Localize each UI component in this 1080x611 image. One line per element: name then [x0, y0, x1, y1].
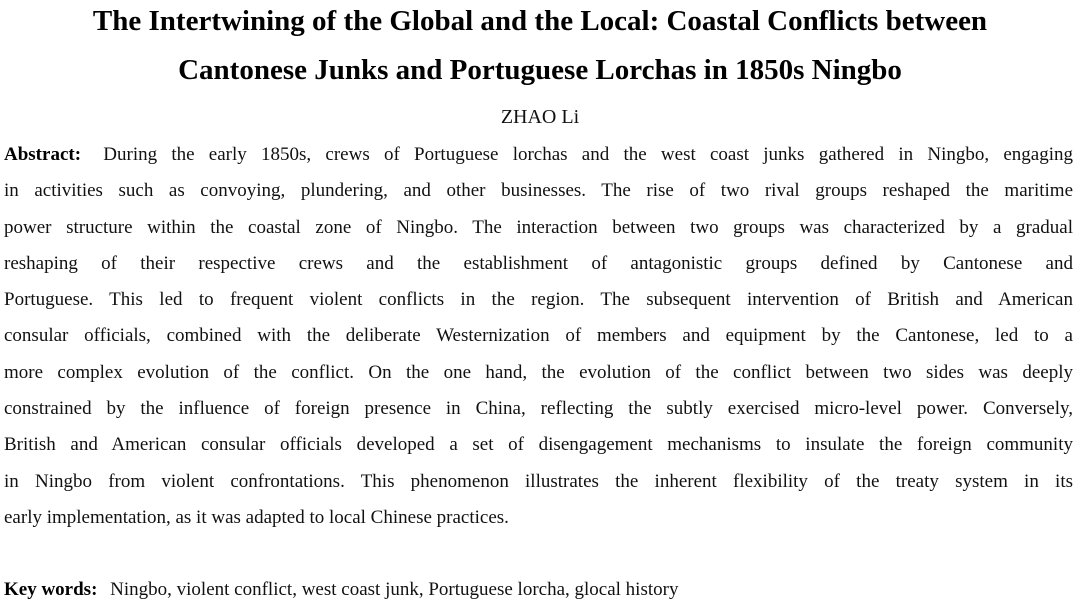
abstract-section	[4, 137, 1073, 536]
abstract-line	[4, 137, 1073, 173]
paper-title	[0, 0, 1080, 95]
abstract-line-last: early implementation, as it was adapted to local Chinese practices.	[4, 506, 509, 528]
abstract-line-text: During the early 1850s, crews of Portuguese lorchas and the west coast junks gathered in Ningbo, engaging	[103, 144, 1073, 165]
keywords-section	[4, 572, 1073, 608]
abstract-line: in Ningbo from violent confrontations. This phenomenon illustrates the inherent flexibility of the treaty system in its	[4, 470, 1073, 492]
abstract-line: Portuguese. This led to frequent violent conflicts in the region. The subsequent intervention of British and American	[4, 289, 1073, 311]
abstract-line: more complex evolution of the conflict. On the one hand, the evolution of the conflict between two sides was deeply	[4, 361, 1073, 383]
title-line-2: Cantonese Junks and Portuguese Lorchas in 1850s Ningbo	[178, 54, 902, 86]
abstract-line: British and American consular officials developed a set of disengagement mechanisms to insulate the foreign community	[4, 434, 1073, 456]
title-line-1: The Intertwining of the Global and the Local: Coastal Conflicts between	[92, 5, 988, 37]
abstract-line: constrained by the influence of foreign presence in China, reflecting the subtly exercised micro-level power. Conversely,	[4, 398, 1073, 420]
abstract-line: in activities such as convoying, plundering, and other businesses. The rise of two rival groups reshaped the maritime	[4, 180, 1073, 202]
keywords-text: Ningbo, violent conflict, west coast junk, Portuguese lorcha, glocal history	[110, 579, 679, 600]
abstract-line: reshaping of their respective crews and the establishment of antagonistic groups defined by Cantonese and	[4, 252, 1073, 274]
abstract-line: power structure within the coastal zone of Ningbo. The interaction between two groups was characterized by a gradual	[4, 216, 1073, 238]
author-name: ZHAO Li	[500, 106, 580, 128]
abstract-label: Abstract:	[4, 144, 82, 165]
abstract-line: consular officials, combined with the deliberate Westernization of members and equipment by the Cantonese, led to a	[4, 325, 1073, 347]
keywords-label: Key words:	[4, 579, 98, 600]
